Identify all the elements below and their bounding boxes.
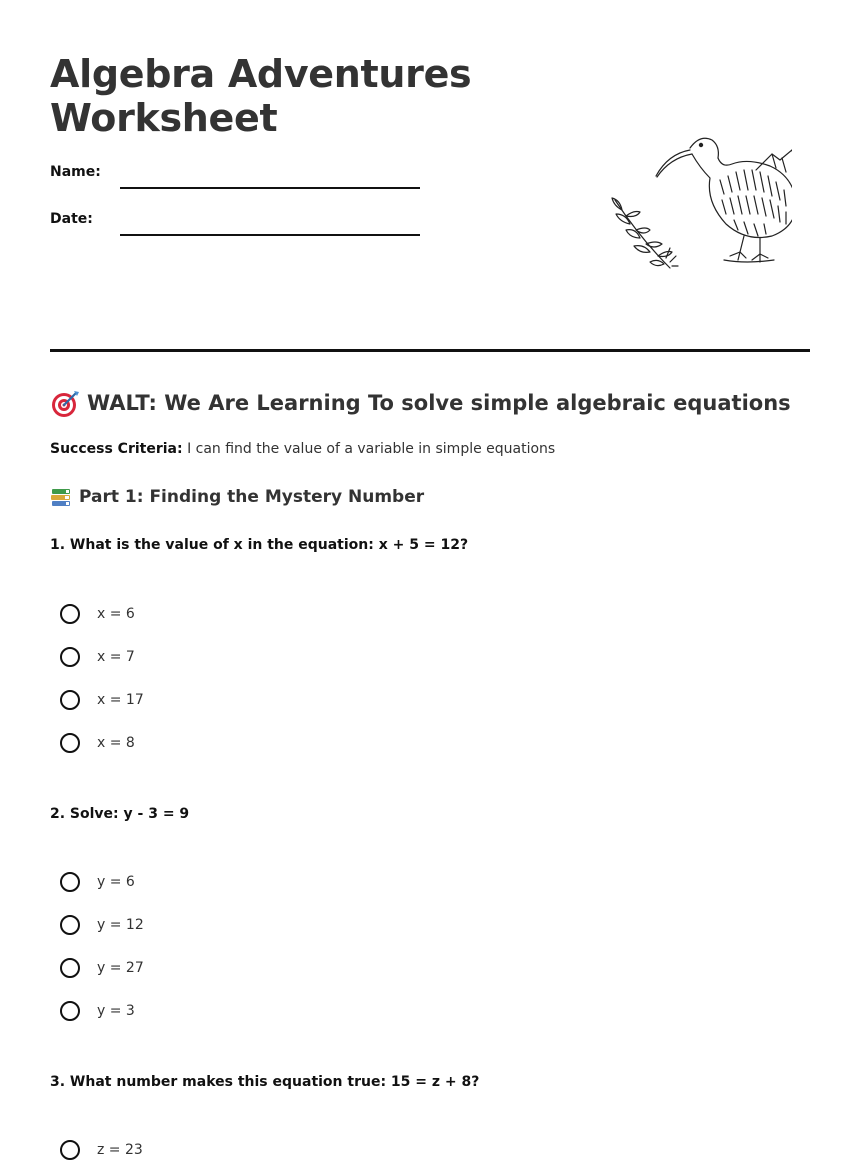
option-z-23[interactable] — [60, 1137, 143, 1163]
success-criteria-text: I can find the value of a variable in simple equations — [187, 441, 556, 457]
option-y-3[interactable] — [60, 998, 135, 1024]
option-x-8[interactable] — [60, 730, 135, 756]
option-x-6[interactable] — [60, 601, 135, 627]
option-label: z = 23 — [97, 1142, 143, 1158]
worksheet-header — [50, 0, 810, 352]
option-label: x = 17 — [97, 692, 144, 708]
option-label: x = 7 — [97, 649, 135, 665]
radio-button[interactable] — [60, 915, 80, 935]
radio-button[interactable] — [60, 1140, 80, 1160]
radio-button[interactable] — [60, 958, 80, 978]
date-label: Date: — [50, 211, 93, 227]
option-y-12[interactable] — [60, 912, 144, 938]
worksheet-page — [50, 0, 810, 1158]
option-label: x = 6 — [97, 606, 135, 622]
option-x-17[interactable] — [60, 687, 144, 713]
option-label: y = 27 — [97, 960, 144, 976]
date-field[interactable] — [50, 207, 420, 237]
success-criteria-label: Success Criteria: — [50, 441, 183, 457]
mountains-icon — [756, 150, 792, 178]
title-line-1: Algebra Adventures — [50, 52, 472, 96]
option-label: x = 8 — [97, 735, 135, 751]
option-label: y = 6 — [97, 874, 135, 890]
radio-button[interactable] — [60, 733, 80, 753]
radio-button[interactable] — [60, 1001, 80, 1021]
success-criteria — [50, 441, 555, 457]
kiwi-bird-icon — [656, 138, 792, 262]
walt-text: WALT: We Are Learning To solve simple algebraic equations — [87, 391, 791, 415]
title-line-2: Worksheet — [50, 96, 278, 140]
part-1-title: Part 1: Finding the Mystery Number — [79, 487, 425, 507]
target-dart-icon — [50, 388, 80, 418]
worksheet-title — [50, 52, 471, 140]
question-text: 2. Solve: y - 3 = 9 — [50, 806, 190, 822]
radio-button[interactable] — [60, 872, 80, 892]
radio-button[interactable] — [60, 604, 80, 624]
name-field[interactable] — [50, 160, 420, 190]
option-label: y = 12 — [97, 917, 144, 933]
option-label: y = 3 — [97, 1003, 135, 1019]
books-icon — [50, 486, 72, 508]
question-text: 3. What number makes this equation true: 15 = z + 8? — [50, 1074, 480, 1090]
radio-button[interactable] — [60, 690, 80, 710]
option-y-6[interactable] — [60, 869, 135, 895]
option-y-27[interactable] — [60, 955, 144, 981]
question-text: 1. What is the value of x in the equation: x + 5 = 12? — [50, 537, 469, 553]
walt-heading — [50, 388, 791, 418]
radio-button[interactable] — [60, 647, 80, 667]
name-input-line[interactable] — [120, 187, 420, 189]
fern-icon — [612, 198, 678, 268]
option-x-7[interactable] — [60, 644, 135, 670]
name-label: Name: — [50, 164, 101, 180]
kiwi-illustration — [560, 128, 792, 278]
date-input-line[interactable] — [120, 234, 420, 236]
header-divider — [50, 349, 810, 352]
part-1-heading — [50, 486, 424, 508]
